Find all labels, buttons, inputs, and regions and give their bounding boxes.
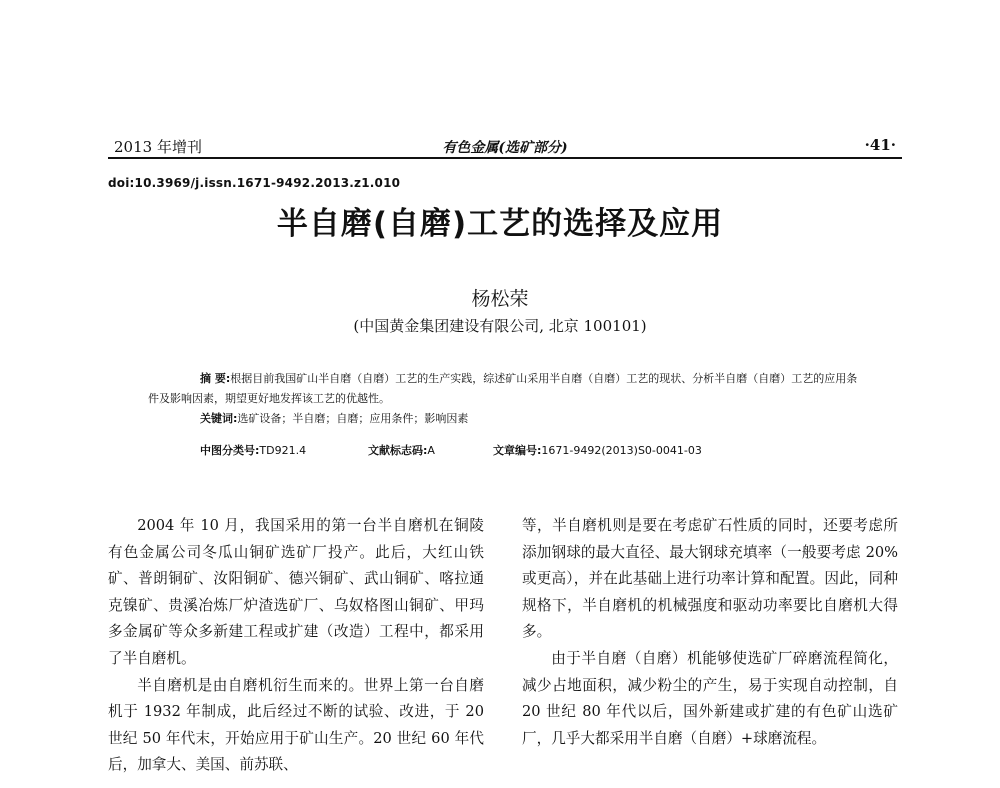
doi: doi:10.3969/j.issn.1671-9492.2013.z1.010 (108, 176, 401, 190)
header-issue: 2013 年增刊 (114, 138, 202, 156)
abstract-label: 摘 要: (200, 372, 231, 385)
keywords (148, 409, 868, 429)
abstract (148, 369, 868, 409)
keywords-label: 关键词: (200, 412, 238, 425)
clc-number (200, 442, 306, 458)
abstract-block (148, 369, 868, 429)
clc-value: TD921.4 (259, 444, 307, 457)
header-page-number: ·41· (864, 136, 896, 154)
running-header (108, 136, 902, 158)
article-number (493, 442, 702, 458)
article-number-label: 文章编号: (493, 444, 542, 457)
document-code-value: A (427, 444, 435, 457)
paper-title: 半自磨(自磨)工艺的选择及应用 (276, 206, 724, 242)
body-paragraph: 2004 年 10 月，我国采用的第一台半自磨机在铜陵有色金属公司冬瓜山铜矿选矿厂投产。此后，大红山铁矿、普朗铜矿、汝阳铜矿、德兴铜矿、武山铜矿、喀拉通克镍矿、贵溪冶炼厂炉渣选矿厂、乌奴格图山铜矿、甲玛多金属矿等众多新建工程或扩建（改造）工程中，都采用了半自磨机。 (108, 517, 484, 667)
header-journal: 有色金属(选矿部分) (442, 140, 568, 156)
clc-label: 中图分类号: (200, 444, 260, 457)
keywords-text: 选矿设备；半自磨；自磨；应用条件；影响因素 (237, 412, 469, 425)
author: 杨松荣 (471, 288, 529, 310)
header-rule (108, 157, 902, 159)
body-paragraph: 半自磨机是由自磨机衍生而来的。世界上第一台自磨机于 1932 年制成，此后经过不断的试验、改进，于 20 世纪 50 年代末，开始应用于矿山生产。20 世纪 60 年代后，加拿大、美国、前苏联、 (108, 676, 484, 774)
body-paragraph: 等，半自磨机则是要在考虑矿石性质的同时，还要考虑所添加钢球的最大直径、最大钢球充填率（一般要考虑 20%或更高），并在此基础上进行功率计算和配置。因此，同种规格下，半自磨机的机械强度和驱动功率要比自磨机大得多。 (522, 517, 898, 641)
body-column-right (522, 513, 898, 752)
abstract-text: 根据目前我国矿山半自磨（自磨）工艺的生产实践，综述矿山采用半自磨（自磨）工艺的现状、分析半自磨（自磨）工艺的应用条件及影响因素，期望更好地发挥该工艺的优越性。 (148, 372, 858, 405)
body-paragraph: 由于半自磨（自磨）机能够使选矿厂碎磨流程简化，减少占地面积，减少粉尘的产生，易于实现自动控制，自 20 世纪 80 年代以后，国外新建或扩建的有色矿山选矿厂，几乎大都采用半自磨（自磨）+球磨流程。 (522, 649, 898, 747)
document-code-label: 文献标志码: (368, 444, 428, 457)
body-column-left (108, 513, 484, 779)
affiliation: (中国黄金集团建设有限公司, 北京 100101) (353, 317, 647, 335)
article-number-value: 1671-9492(2013)S0-0041-03 (541, 444, 702, 457)
document-code (368, 442, 435, 458)
